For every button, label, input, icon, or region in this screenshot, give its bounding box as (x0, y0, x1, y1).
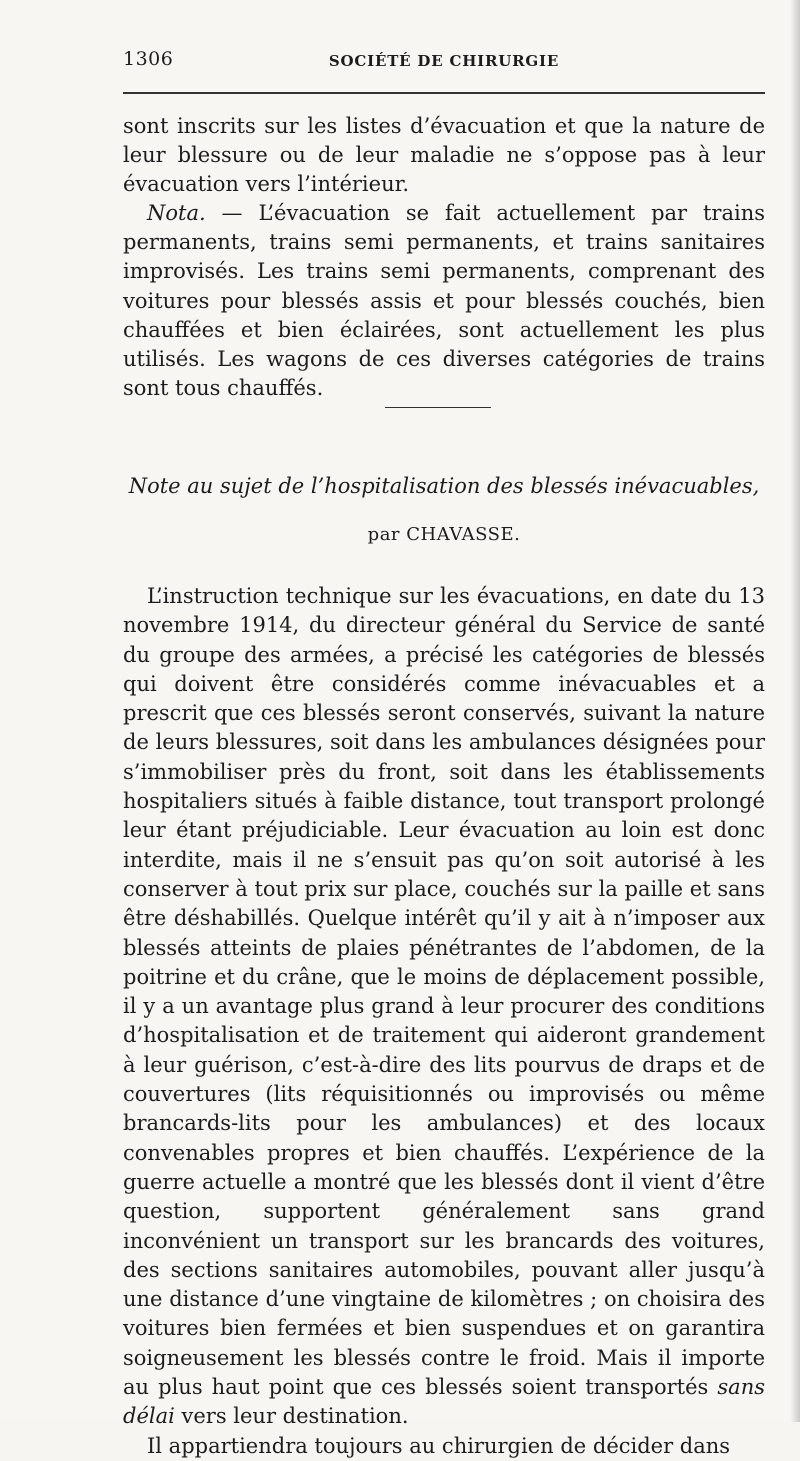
article-body (123, 582, 765, 1461)
paragraph-continued: sont inscrits sur les listes d’évacuation et que la nature de leur blessure ou de leur maladie ne s’oppose pas à leur évacuation vers l’intérieur. (123, 114, 765, 197)
body-paragraph-1 (123, 582, 765, 1432)
page-number: 1306 (123, 48, 174, 70)
body-paragraph-2: Il appartiendra toujours au chirurgien de décider dans (147, 1433, 731, 1458)
page-edge-shadow (790, 0, 800, 1422)
nota-label: Nota. (147, 201, 206, 225)
article-byline: par CHAVASSE. (367, 524, 521, 545)
emphasis-text: sans délai (123, 1375, 765, 1429)
page-header (123, 48, 765, 78)
article-title: Note au sujet de l’hospitalisation des blessés inévacuables, (128, 474, 760, 498)
header-rule (123, 92, 765, 94)
body-paragraph-1-text: L’instruction technique sur les évacuations, en date du 13 novembre 1914, du directeur général du Service de santé du groupe des armées, a précisé les catégories de blessés qui doivent être considérés comme inévacuables et a prescrit que ces blessés seront conservés, suivant la nature de leurs blessures, soit dans les ambulances désignées pour s’immobiliser près du front, soit dans les établissements hospitaliers situés à faible distance, tout transport prolongé leur étant préjudiciable. Leur évacuation au loin est donc interdite, mais il ne s’ensuit pas qu’on soit autorisé à les conserver à tout prix sur place, couchés sur la paille et sans être déshabillés. Quelque intérêt qu’il y ait à n’imposer aux blessés atteints de plaies pénétrantes de l’abdomen, de la poitrine et du crâne, que le moins de déplacement possible, il y a un avantage plus grand à leur procurer des conditions d’hospitalisation et de traitement qui aideront grandement à leur guérison, c’est-à-dire des lits pourvus de draps et de couvertures (lits réquisitionnés ou improvisés ou même brancards-lits pour les ambulances) et des locaux convenables propres et bien chauffés. L’expérience de la guerre actuelle a montré que les blessés dont il vient d’être question, supportent généralement sans grand inconvénient un transport sur les brancards des voitures, des sections sanitaires automobiles, pouvant aller jusqu’à une distance d’une vingtaine de kilomètres ; on choisira des voitures bien fermées et bien suspendues et on garantira soigneusement les blessés contre le froid. Mais il importe au plus haut point que ces blessés soient transportés (123, 584, 765, 1400)
body-paragraph-1-end: vers leur destination. (174, 1404, 409, 1429)
running-title: SOCIÉTÉ DE CHIRURGIE (328, 52, 560, 70)
nota-paragraph (123, 199, 765, 403)
section-separator (385, 407, 491, 408)
nota-text: — L’évacuation se fait actuellement par trains permanents, trains semi permanents, et trains sanitaires improvisés. Les trains semi permanents, comprenant des voitures pour blessés assis et pour blessés couchés, bien chauffées et bien éclairées, sont actuellement les plus utilisés. Les wagons de ces diverses catégories de trains sont tous chauffés. (123, 201, 765, 401)
